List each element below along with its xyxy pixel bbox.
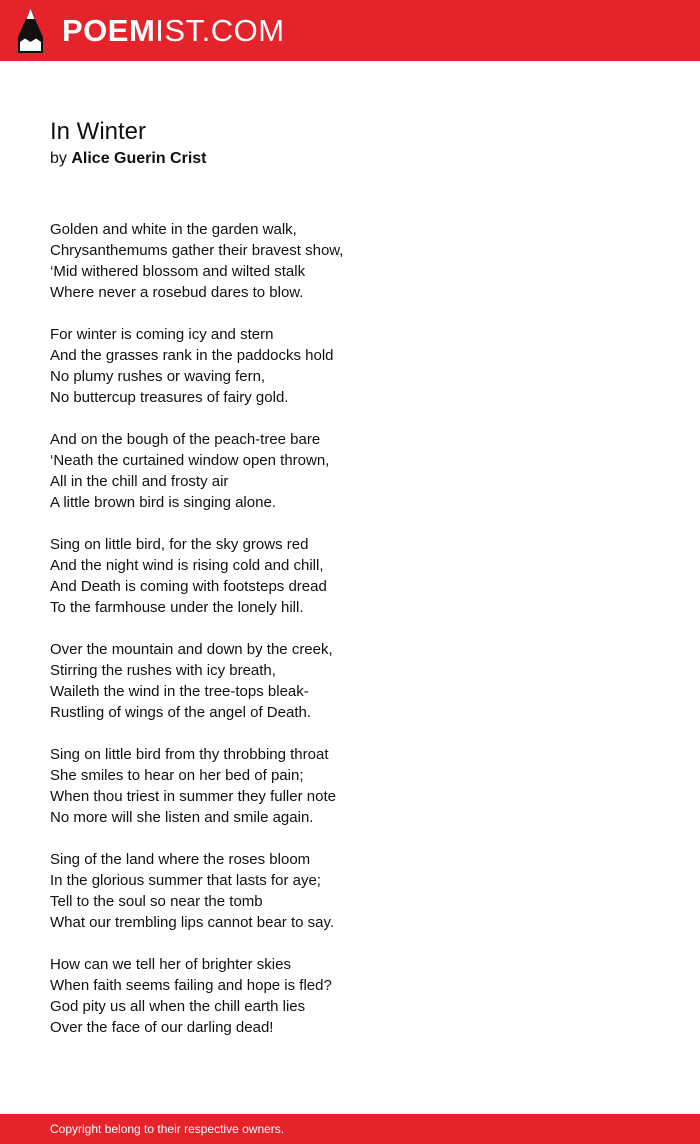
poem-line: And the night wind is rising cold and chill,	[50, 557, 324, 574]
poem-line: In the glorious summer that lasts for aye;	[50, 872, 321, 889]
poem-line: And Death is coming with footsteps dread	[50, 578, 327, 595]
poem-line: No more will she listen and smile again.	[50, 809, 314, 826]
logo-text-light: IST.COM	[155, 13, 285, 48]
poem-stanza	[50, 219, 650, 303]
poem-line: When thou triest in summer they fuller note	[50, 788, 336, 805]
poem-line: She smiles to hear on her bed of pain;	[50, 767, 304, 784]
poem-line: Rustling of wings of the angel of Death.	[50, 704, 311, 721]
poem-stanza	[50, 639, 650, 723]
pencil-tip-icon	[16, 9, 45, 53]
footer-copyright: Copyright belong to their respective owners.	[50, 1122, 285, 1136]
poem-line: To the farmhouse under the lonely hill.	[50, 599, 304, 616]
poem-line: ‘Mid withered blossom and wilted stalk	[50, 263, 306, 280]
site-logo-link[interactable]	[16, 9, 285, 53]
poem-author: Alice Guerin Crist	[71, 150, 207, 167]
poem-line: Waileth the wind in the tree-tops bleak-	[50, 683, 309, 700]
site-footer	[0, 1114, 700, 1144]
poem-stanza	[50, 954, 650, 1038]
site-header	[0, 0, 700, 61]
poem-line: A little brown bird is singing alone.	[50, 494, 276, 511]
poem-title: In Winter	[50, 118, 147, 145]
poem-line: No plumy rushes or waving fern,	[50, 368, 266, 385]
poem-line: Tell to the soul so near the tomb	[50, 893, 263, 910]
poem-line: When faith seems failing and hope is fled?	[50, 977, 332, 994]
poem-line: ‘Neath the curtained window open thrown,	[50, 452, 330, 469]
poem-line: All in the chill and frosty air	[50, 473, 229, 490]
poem-body	[50, 219, 650, 1059]
site-logo-text	[62, 9, 285, 53]
poem-line: Chrysanthemums gather their bravest show,	[50, 242, 344, 259]
poem-line: Sing on little bird from thy throbbing throat	[50, 746, 329, 763]
poem-line: For winter is coming icy and stern	[50, 326, 274, 343]
by-label: by	[50, 150, 67, 167]
poem-byline	[50, 149, 207, 169]
poem-stanza	[50, 744, 650, 828]
poem-line: Sing of the land where the roses bloom	[50, 851, 311, 868]
poem-line: Where never a rosebud dares to blow.	[50, 284, 304, 301]
poem-line: Golden and white in the garden walk,	[50, 221, 297, 238]
poem-stanza	[50, 849, 650, 933]
poem-line: Over the face of our darling dead!	[50, 1019, 274, 1036]
poem-line: Over the mountain and down by the creek,	[50, 641, 333, 658]
poem-stanza	[50, 534, 650, 618]
logo-text-bold: POEM	[62, 13, 156, 48]
poem-line: And the grasses rank in the paddocks hold	[50, 347, 334, 364]
poem-line: Sing on little bird, for the sky grows red	[50, 536, 309, 553]
poem-line: What our trembling lips cannot bear to say.	[50, 914, 335, 931]
poem-line: And on the bough of the peach-tree bare	[50, 431, 321, 448]
poem-line: How can we tell her of brighter skies	[50, 956, 291, 973]
poem-stanza	[50, 324, 650, 408]
poem-stanza	[50, 429, 650, 513]
poem-line: Stirring the rushes with icy breath,	[50, 662, 276, 679]
poem-line: No buttercup treasures of fairy gold.	[50, 389, 289, 406]
poem-line: God pity us all when the chill earth lies	[50, 998, 306, 1015]
